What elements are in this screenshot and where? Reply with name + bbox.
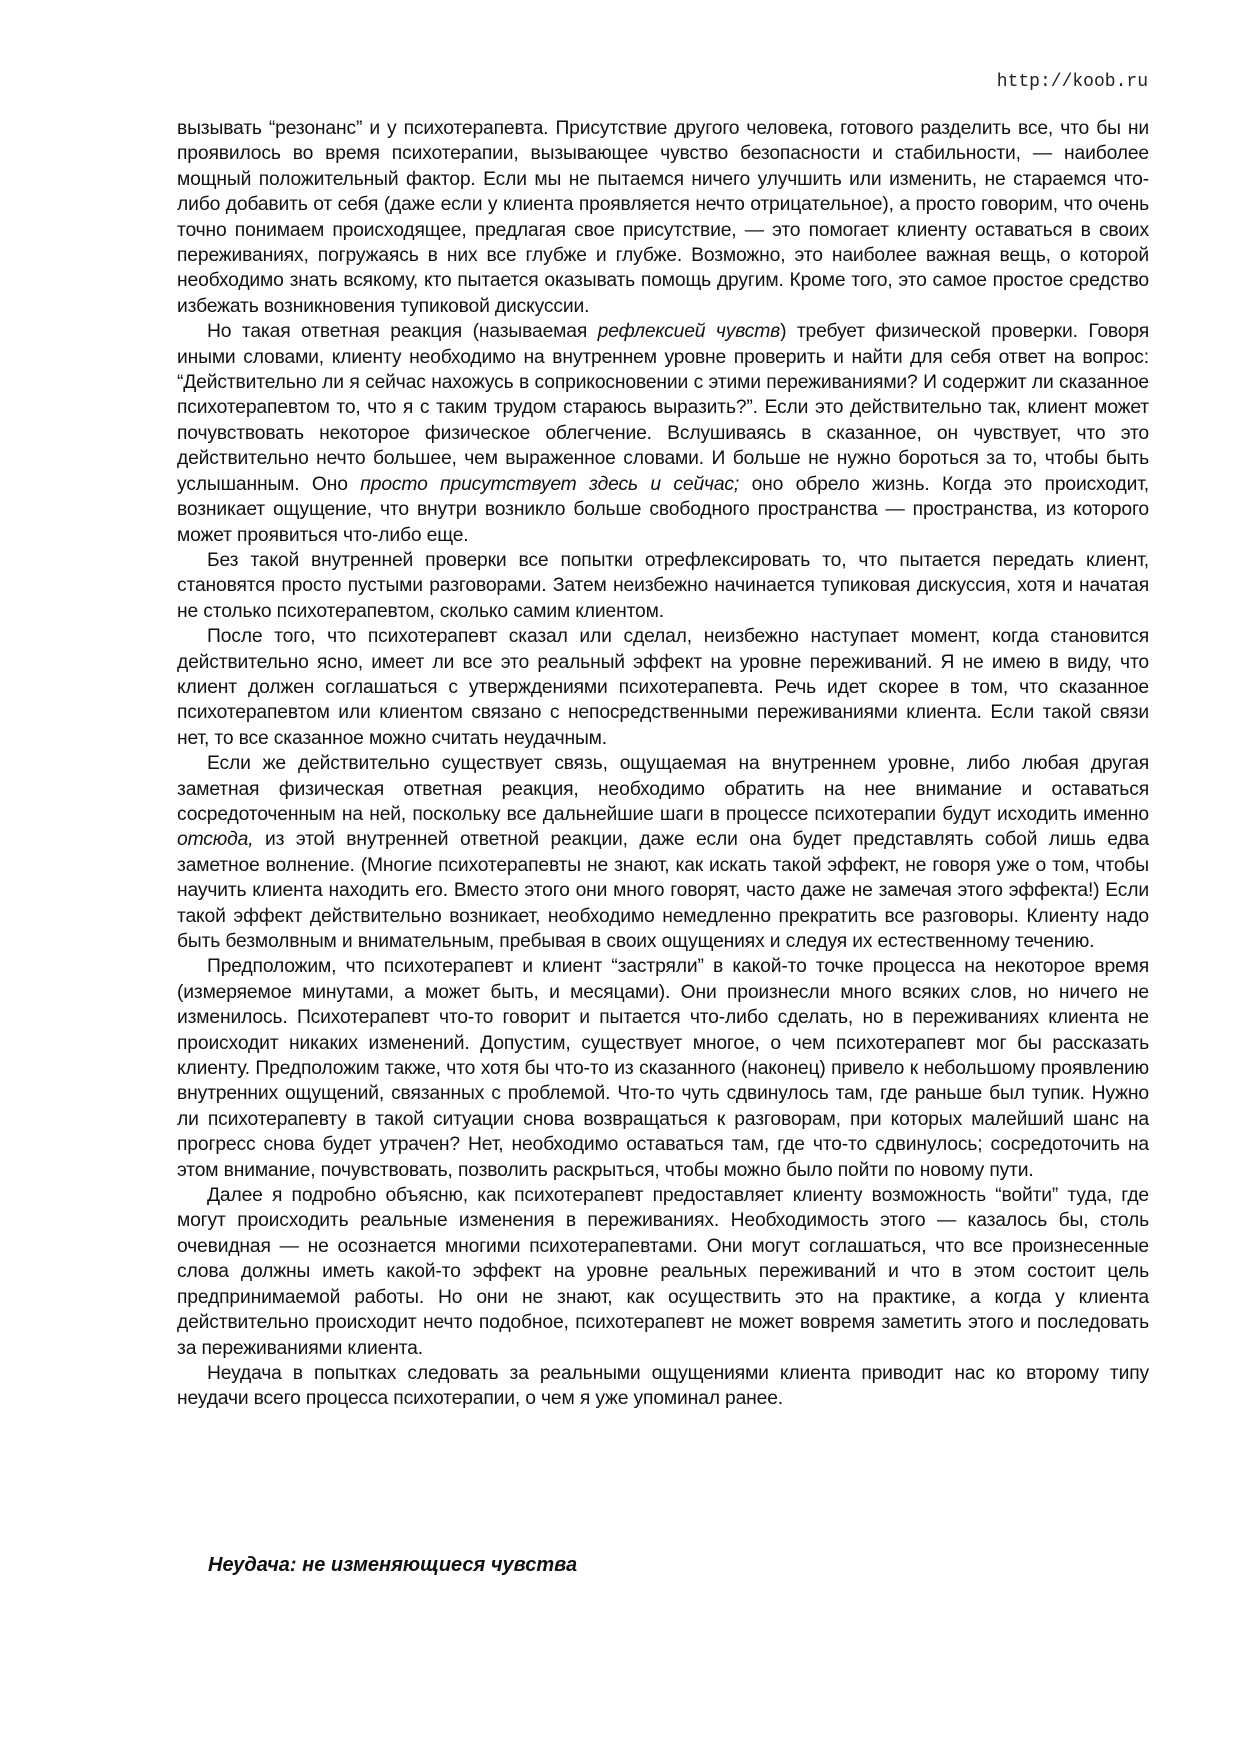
text-segment: ) требует физической проверки. Говоря иными словами, клиенту необходимо на внутреннем уровне проверить и найти для себя ответ на вопрос: “Действительно ли я сейчас нахожусь в соприкосновении с этими переживаниями? И содержит ли сказанное психотерапевтом то, что я с таким трудом стараюсь выразить?”. Если это действительно так, клиент может почувствовать некоторое физическое облегчение. Вслушиваясь в сказанное, он чувствует, что это действительно нечто большее, чем выраженное словами. И больше не нужно бороться за то, чтобы быть услышанным. Оно [177, 321, 1149, 495]
paragraph: Далее я подробно объясню, как психотерапевт предоставляет клиенту возможность “войти” туда, где могут происходить реальные изменения в переживаниях. Необходимость этого — казалось бы, столь очевидная — не осознается многими психотерапевтами. Они могут соглашаться, что все произнесенные слова должны иметь какой-то эффект на уровне реальных переживаний и что в этом состоит цель предпринимаемой работы. Но они не знают, как осуществить это на практике, а когда у клиента действительно происходит нечто подобное, психотерапевт не может вовремя заметить этого и последовать за переживаниями клиента. [177, 1185, 1149, 1359]
text-segment: оно обрело жизнь. Когда это происходит, возникает ощущение, что внутри возникло больше свободного пространства — пространства, из которого может проявиться что-либо еще. [177, 473, 1149, 546]
paragraph: После того, что психотерапевт сказал или сделал, неизбежно наступает момент, когда становится действительно ясно, имеет ли все это реальный эффект на уровне переживаний. Я не имею в виду, что клиент должен соглашаться с утверждениями психотерапевта. Речь идет скорее в том, что сказанное психотерапевтом или клиентом связано с непосредственными переживаниями клиента. Если такой связи нет, то все сказанное можно считать неудачным. [177, 626, 1149, 749]
section-heading: Неудача: не изменяющиеся чувства [208, 1554, 578, 1576]
text-segment: Но такая ответная реакция (называемая [207, 321, 598, 343]
paragraph: Без такой внутренней проверки все попытки отрефлексировать то, что пытается передать клиент, становятся просто пустыми разговорами. Затем неизбежно начинается тупиковая дискуссия, хотя и начатая не столько психотерапевтом, сколько самим клиентом. [177, 549, 1149, 622]
paragraph: Предположим, что психотерапевт и клиент “застряли” в какой-то точке процесса на некоторое время (измеряемое минутами, а может быть, и месяцами). Они произнесли много всяких слов, но ничего не изменилось. Психотерапевт что-то говорит и пытается что-либо сделать, но в переживаниях клиента не происходит никаких изменений. Допустим, существует многое, о чем психотерапевт мог бы рассказать клиенту. Предположим также, что хотя бы что-то из сказанного (наконец) привело к небольшому проявлению внутренних ощущений, связанных с проблемой. Что-то чуть сдвинулось там, где раньше был тупик. Нужно ли психотерапевту в такой ситуации снова возвращаться к разговорам, при которых малейший шанс на прогресс снова будет утрачен? Нет, необходимо оставаться там, где что-то сдвинулось; сосредоточить на этом внимание, почувствовать, позволить раскрыться, чтобы можно было пойти по новому пути. [177, 956, 1149, 1181]
italic-term: рефлексией чувств [597, 321, 781, 343]
source-url: http://koob.ru [996, 72, 1148, 92]
paragraph [177, 751, 1149, 954]
paragraph: вызывать “резонанс” и у психотерапевта. Присутствие другого человека, готового разделить все, что бы ни проявилось во время психотерапии, вызывающее чувство безопасности и стабильности, — наиболее мощный положительный фактор. Если мы не пытаемся ничего улучшить или изменить, не стараемся что-либо добавить от себя (даже если у клиента проявляется нечто отрицательное), а просто говорим, что очень точно понимаем происходящее, предлагая свое присутствие, — это помогает клиенту оставаться в своих переживаниях, погружаясь в них все глубже и глубже. Возможно, это наиболее важная вещь, о которой необходимо знать всякому, кто пытается оказывать помощь другим. Кроме того, это самое простое средство избежать возникновения тупиковой дискуссии. [177, 118, 1149, 317]
text-segment: из этой внутренней ответной реакции, даже если она будет представлять собой лишь едва заметное волнение. (Многие психотерапевты не знают, как искать такой эффект, не говоря уже о том, чтобы научить клиента находить его. Вместо этого они много говорят, часто даже не замечая этого эффекта!) Если такой эффект действительно возникает, необходимо немедленно прекратить все разговоры. Клиенту надо быть безмолвным и внимательным, пребывая в своих ощущениях и следуя их естественному течению. [177, 829, 1149, 952]
italic-word: отсюда, [177, 829, 254, 851]
paragraph: Неудача в попытках следовать за реальными ощущениями клиента приводит нас ко второму типу неудачи всего процесса психотерапии, о чем я уже упоминал ранее. [177, 1362, 1149, 1410]
document-body [177, 116, 1149, 1412]
text-segment: Если же действительно существует связь, ощущаемая на внутреннем уровне, либо любая другая заметная физическая ответная реакция, необходимо обратить на нее внимание и оставаться сосредоточенным на ней, поскольку все дальнейшие шаги в процессе психотерапии будут исходить именно [177, 753, 1149, 825]
paragraph [177, 319, 1149, 548]
italic-phrase: просто присутствует здесь и сейчас; [360, 473, 740, 495]
